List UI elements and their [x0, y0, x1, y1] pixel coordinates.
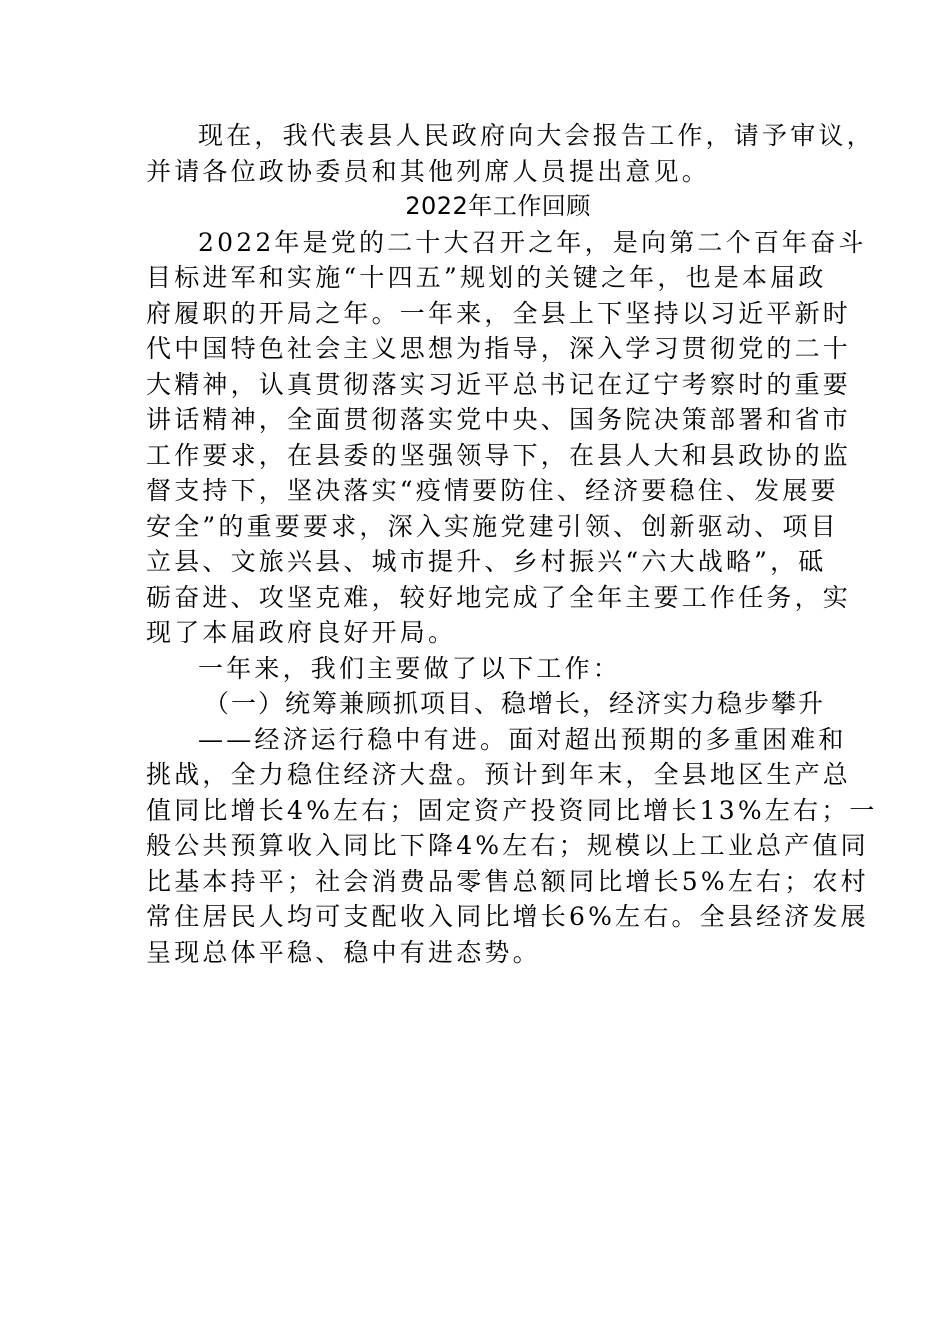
- paragraph-line: ——经济运行稳中有进。面对超出预期的多重困难和: [198, 724, 847, 754]
- paragraph-line: 砺奋进、攻坚克难，较好地完成了全年主要工作任务，实: [146, 582, 852, 612]
- paragraph-line: 现了本届政府良好开局。: [146, 618, 457, 647]
- paragraph-line: 代中国特色社会主义思想为指导，深入学习贯彻党的二十: [146, 334, 852, 363]
- paragraph-line: 2022年是党的二十大召开之年，是向第二个百年奋斗: [198, 227, 867, 257]
- intro-line-2: 并请各位政协委员和其他列席人员提出意见。: [146, 156, 711, 186]
- paragraph-line: 呈现总体平稳、稳中有进态势。: [146, 937, 541, 967]
- paragraph-line: 值同比增长4%左右；固定资产投资同比增长13%左右；一: [146, 795, 878, 825]
- subsection-title: （一）统筹兼顾抓项目、稳增长，经济实力稳步攀升: [204, 689, 826, 718]
- paragraph-line: 般公共预算收入同比下降4%左右；规模以上工业总产值同: [146, 831, 869, 860]
- paragraph-line: 工作要求，在县委的坚强领导下，在县人大和县政协的监: [146, 440, 852, 470]
- paragraph-line: 目标进军和实施“十四五”规划的关键之年，也是本届政: [146, 263, 827, 292]
- section-title: 2022年工作回顾: [405, 192, 591, 220]
- paragraph-line: 督支持下，坚决落实“疫情要防住、经济要稳住、发展要: [146, 476, 839, 505]
- paragraph-line: 常住居民人均可支配收入同比增长6%左右。全县经济发展: [146, 902, 869, 931]
- paragraph-line: 立县、文旅兴县、城市提升、乡村振兴“六大战略”，砥: [146, 547, 827, 576]
- paragraph-line: 讲话精神，全面贯彻落实党中央、国务院决策部署和省市: [146, 405, 852, 434]
- paragraph-2: 一年来，我们主要做了以下工作：: [198, 653, 622, 683]
- paragraph-line: 比基本持平；社会消费品零售总额同比增长5%左右；农村: [146, 866, 869, 896]
- paragraph-line: 府履职的开局之年。一年来，全县上下坚持以习近平新时: [146, 298, 852, 328]
- paragraph-line: 安全”的重要要求，深入实施党建引领、创新驱动、项目: [146, 511, 839, 541]
- document-body: [146, 118, 878, 970]
- paragraph-line: 挑战，全力稳住经济大盘。预计到年末，全县地区生产总: [146, 760, 852, 789]
- intro-line-1: 现在，我代表县人民政府向大会报告工作，请予审议，: [198, 121, 875, 150]
- paragraph-line: 大精神，认真贯彻落实习近平总书记在辽宁考察时的重要: [146, 369, 852, 399]
